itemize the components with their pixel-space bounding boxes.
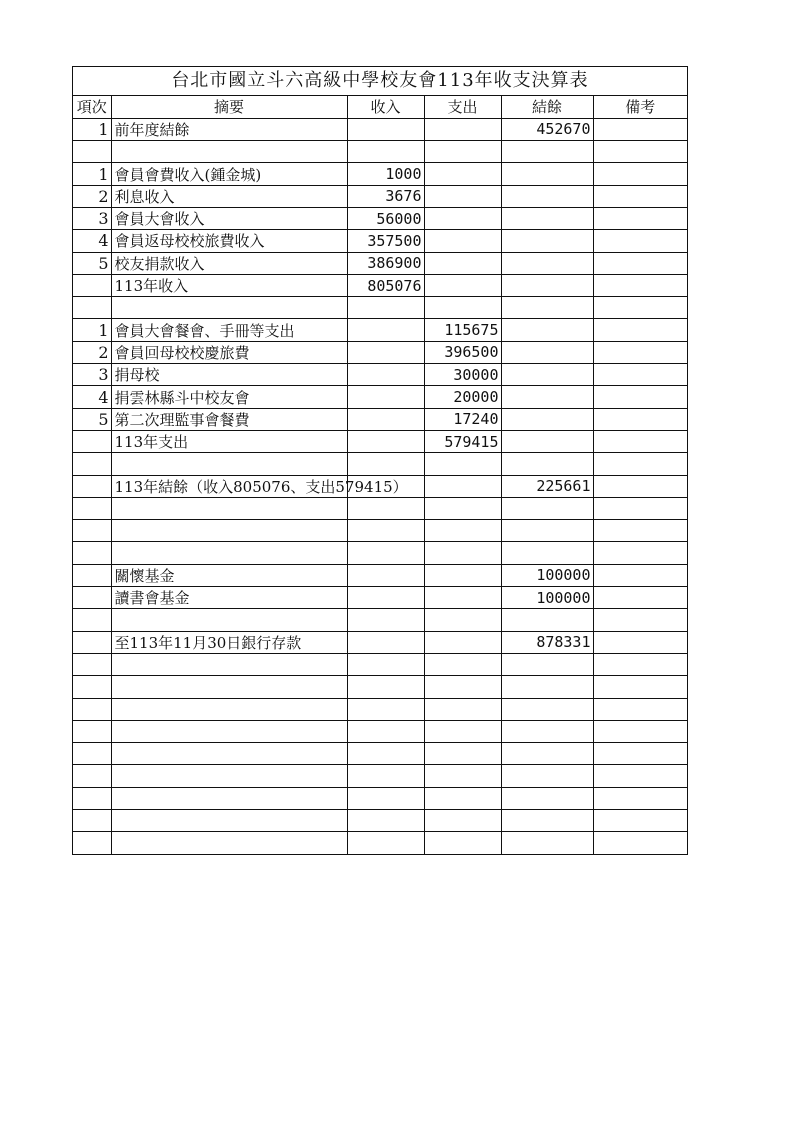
table-row	[73, 587, 687, 609]
row-summary: 前年度結餘	[111, 118, 347, 140]
table-row	[73, 297, 687, 319]
table-row	[73, 787, 687, 809]
row-summary	[111, 141, 347, 163]
table-row	[73, 230, 687, 252]
table-row	[73, 252, 687, 274]
header-item-no: 項次	[73, 96, 111, 118]
row-remarks	[593, 408, 687, 430]
row-item-no: 1	[73, 319, 111, 341]
row-remarks	[593, 609, 687, 631]
table-row	[73, 163, 687, 185]
row-expense: 30000	[424, 364, 501, 386]
row-remarks	[593, 743, 687, 765]
row-expense	[424, 653, 501, 675]
row-income	[347, 743, 424, 765]
row-summary	[111, 542, 347, 564]
row-item-no: 4	[73, 230, 111, 252]
row-expense	[424, 118, 501, 140]
row-income	[347, 297, 424, 319]
row-summary	[111, 810, 347, 832]
row-remarks	[593, 832, 687, 854]
row-item-no	[73, 698, 111, 720]
row-balance	[501, 319, 593, 341]
row-balance: 452670	[501, 118, 593, 140]
row-item-no	[73, 720, 111, 742]
row-expense	[424, 765, 501, 787]
row-expense	[424, 475, 501, 497]
row-summary	[111, 497, 347, 519]
row-income	[347, 497, 424, 519]
row-income	[347, 810, 424, 832]
table-row	[73, 765, 687, 787]
row-summary: 會員大會餐會、手冊等支出	[111, 319, 347, 341]
row-income: 805076	[347, 274, 424, 296]
row-income	[347, 430, 424, 452]
row-balance	[501, 207, 593, 229]
row-balance	[501, 386, 593, 408]
row-income	[347, 676, 424, 698]
row-item-no: 2	[73, 341, 111, 363]
row-summary	[111, 297, 347, 319]
row-expense	[424, 810, 501, 832]
row-summary: 會員回母校校慶旅費	[111, 341, 347, 363]
row-summary	[111, 787, 347, 809]
row-remarks	[593, 185, 687, 207]
row-balance: 225661	[501, 475, 593, 497]
table-row	[73, 542, 687, 564]
row-income	[347, 564, 424, 586]
row-item-no	[73, 765, 111, 787]
row-summary: 會員大會收入	[111, 207, 347, 229]
row-balance	[501, 297, 593, 319]
row-summary: 第二次理監事會餐費	[111, 408, 347, 430]
row-income	[347, 408, 424, 430]
row-balance	[501, 341, 593, 363]
row-item-no	[73, 520, 111, 542]
row-balance	[501, 609, 593, 631]
table-row	[73, 453, 687, 475]
row-expense	[424, 832, 501, 854]
row-remarks	[593, 475, 687, 497]
table-row	[73, 430, 687, 452]
table-row	[73, 609, 687, 631]
row-remarks	[593, 542, 687, 564]
row-balance	[501, 520, 593, 542]
row-expense	[424, 453, 501, 475]
table-row	[73, 497, 687, 519]
row-expense: 396500	[424, 341, 501, 363]
header-row	[73, 96, 687, 118]
row-expense	[424, 587, 501, 609]
row-remarks	[593, 207, 687, 229]
row-item-no: 4	[73, 386, 111, 408]
row-expense	[424, 207, 501, 229]
row-summary: 捐母校	[111, 364, 347, 386]
row-remarks	[593, 587, 687, 609]
row-income: 357500	[347, 230, 424, 252]
row-item-no: 3	[73, 207, 111, 229]
row-summary	[111, 520, 347, 542]
row-summary: 捐雲林縣斗中校友會	[111, 386, 347, 408]
row-summary	[111, 676, 347, 698]
row-balance	[501, 720, 593, 742]
row-summary	[111, 609, 347, 631]
row-remarks	[593, 453, 687, 475]
row-income	[347, 453, 424, 475]
row-balance	[501, 497, 593, 519]
row-income	[347, 319, 424, 341]
row-expense	[424, 676, 501, 698]
row-remarks	[593, 141, 687, 163]
row-balance	[501, 832, 593, 854]
row-remarks	[593, 341, 687, 363]
table-row	[73, 832, 687, 854]
row-summary: 113年收入	[111, 274, 347, 296]
row-summary	[111, 743, 347, 765]
row-summary: 關懷基金	[111, 564, 347, 586]
header-summary: 摘要	[111, 96, 347, 118]
row-summary: 讀書會基金	[111, 587, 347, 609]
row-summary	[111, 832, 347, 854]
row-summary: 校友捐款收入	[111, 252, 347, 274]
row-income	[347, 118, 424, 140]
row-expense	[424, 542, 501, 564]
statement-title: 台北市國立斗六高級中學校友會113年收支決算表	[73, 67, 687, 96]
row-summary: 利息收入	[111, 185, 347, 207]
row-summary	[111, 453, 347, 475]
table-row	[73, 475, 687, 497]
row-expense	[424, 720, 501, 742]
row-income	[347, 720, 424, 742]
row-remarks	[593, 564, 687, 586]
table-row	[73, 653, 687, 675]
row-expense: 115675	[424, 319, 501, 341]
row-balance: 100000	[501, 564, 593, 586]
row-item-no	[73, 832, 111, 854]
row-income	[347, 341, 424, 363]
row-remarks	[593, 497, 687, 519]
row-balance	[501, 185, 593, 207]
row-balance	[501, 141, 593, 163]
row-expense	[424, 141, 501, 163]
table-row	[73, 520, 687, 542]
table-row	[73, 386, 687, 408]
row-item-no	[73, 587, 111, 609]
row-income	[347, 653, 424, 675]
row-item-no	[73, 297, 111, 319]
table-row	[73, 631, 687, 653]
row-item-no	[73, 743, 111, 765]
row-remarks	[593, 765, 687, 787]
row-balance	[501, 542, 593, 564]
table-row	[73, 319, 687, 341]
row-item-no	[73, 810, 111, 832]
row-income	[347, 698, 424, 720]
header-remarks: 備考	[593, 96, 687, 118]
row-item-no	[73, 274, 111, 296]
row-item-no	[73, 497, 111, 519]
row-income	[347, 765, 424, 787]
row-remarks	[593, 810, 687, 832]
row-remarks	[593, 676, 687, 698]
row-item-no	[73, 475, 111, 497]
row-balance	[501, 163, 593, 185]
row-expense	[424, 631, 501, 653]
table-row	[73, 743, 687, 765]
row-balance	[501, 810, 593, 832]
row-remarks	[593, 163, 687, 185]
row-summary	[111, 698, 347, 720]
row-item-no	[73, 141, 111, 163]
row-remarks	[593, 386, 687, 408]
row-remarks	[593, 230, 687, 252]
row-item-no: 5	[73, 252, 111, 274]
row-balance: 100000	[501, 587, 593, 609]
row-expense	[424, 743, 501, 765]
row-item-no	[73, 787, 111, 809]
financial-statement	[72, 66, 688, 855]
row-item-no: 1	[73, 118, 111, 140]
row-remarks	[593, 430, 687, 452]
row-summary	[111, 765, 347, 787]
row-item-no	[73, 453, 111, 475]
row-income	[347, 386, 424, 408]
row-expense	[424, 520, 501, 542]
row-item-no: 2	[73, 185, 111, 207]
row-balance	[501, 252, 593, 274]
row-remarks	[593, 520, 687, 542]
row-expense	[424, 609, 501, 631]
row-item-no: 1	[73, 163, 111, 185]
row-balance	[501, 698, 593, 720]
row-expense	[424, 230, 501, 252]
row-income: 56000	[347, 207, 424, 229]
table-row	[73, 408, 687, 430]
table-row	[73, 720, 687, 742]
row-expense	[424, 252, 501, 274]
table-row	[73, 364, 687, 386]
row-item-no: 3	[73, 364, 111, 386]
row-remarks	[593, 252, 687, 274]
row-summary: 會員返母校校旅費收入	[111, 230, 347, 252]
row-expense: 17240	[424, 408, 501, 430]
row-summary: 至113年11月30日銀行存款	[111, 631, 347, 653]
row-item-no	[73, 653, 111, 675]
row-remarks	[593, 631, 687, 653]
row-balance	[501, 787, 593, 809]
row-balance	[501, 743, 593, 765]
row-expense	[424, 497, 501, 519]
header-expense: 支出	[424, 96, 501, 118]
row-expense	[424, 185, 501, 207]
row-balance	[501, 274, 593, 296]
row-expense: 20000	[424, 386, 501, 408]
table-row	[73, 676, 687, 698]
row-summary	[111, 475, 408, 497]
table-row	[73, 564, 687, 586]
row-summary	[111, 653, 347, 675]
row-balance	[501, 408, 593, 430]
row-income	[347, 609, 424, 631]
row-balance	[501, 364, 593, 386]
table-row	[73, 698, 687, 720]
table-row	[73, 185, 687, 207]
row-item-no	[73, 676, 111, 698]
row-summary	[111, 720, 347, 742]
row-expense	[424, 297, 501, 319]
row-balance	[501, 230, 593, 252]
row-income: 1000	[347, 163, 424, 185]
row-remarks	[593, 274, 687, 296]
row-remarks	[593, 118, 687, 140]
row-expense: 579415	[424, 430, 501, 452]
row-summary-text: 113年結餘（收入805076、支出579415）	[114, 477, 408, 496]
row-balance	[501, 653, 593, 675]
row-income	[347, 832, 424, 854]
row-income	[347, 787, 424, 809]
header-balance: 結餘	[501, 96, 593, 118]
row-income	[347, 364, 424, 386]
row-item-no: 5	[73, 408, 111, 430]
row-item-no	[73, 542, 111, 564]
row-expense	[424, 564, 501, 586]
table-row	[73, 207, 687, 229]
row-summary: 會員會費收入(鍾金城)	[111, 163, 347, 185]
row-balance: 878331	[501, 631, 593, 653]
row-income: 386900	[347, 252, 424, 274]
row-income	[347, 520, 424, 542]
row-item-no	[73, 564, 111, 586]
row-balance	[501, 676, 593, 698]
row-expense	[424, 274, 501, 296]
row-balance	[501, 765, 593, 787]
row-remarks	[593, 787, 687, 809]
statement-table	[73, 96, 687, 854]
row-income: 3676	[347, 185, 424, 207]
row-remarks	[593, 698, 687, 720]
row-expense	[424, 698, 501, 720]
row-summary: 113年支出	[111, 430, 347, 452]
row-income	[347, 542, 424, 564]
row-expense	[424, 787, 501, 809]
row-remarks	[593, 653, 687, 675]
table-row	[73, 274, 687, 296]
row-balance	[501, 453, 593, 475]
header-income: 收入	[347, 96, 424, 118]
row-income	[347, 141, 424, 163]
table-row	[73, 141, 687, 163]
row-income	[347, 631, 424, 653]
row-remarks	[593, 319, 687, 341]
row-item-no	[73, 609, 111, 631]
row-item-no	[73, 430, 111, 452]
table-row	[73, 810, 687, 832]
table-row	[73, 341, 687, 363]
row-expense	[424, 163, 501, 185]
row-remarks	[593, 297, 687, 319]
row-remarks	[593, 364, 687, 386]
table-row	[73, 118, 687, 140]
row-item-no	[73, 631, 111, 653]
row-income	[347, 587, 424, 609]
row-remarks	[593, 720, 687, 742]
row-balance	[501, 430, 593, 452]
